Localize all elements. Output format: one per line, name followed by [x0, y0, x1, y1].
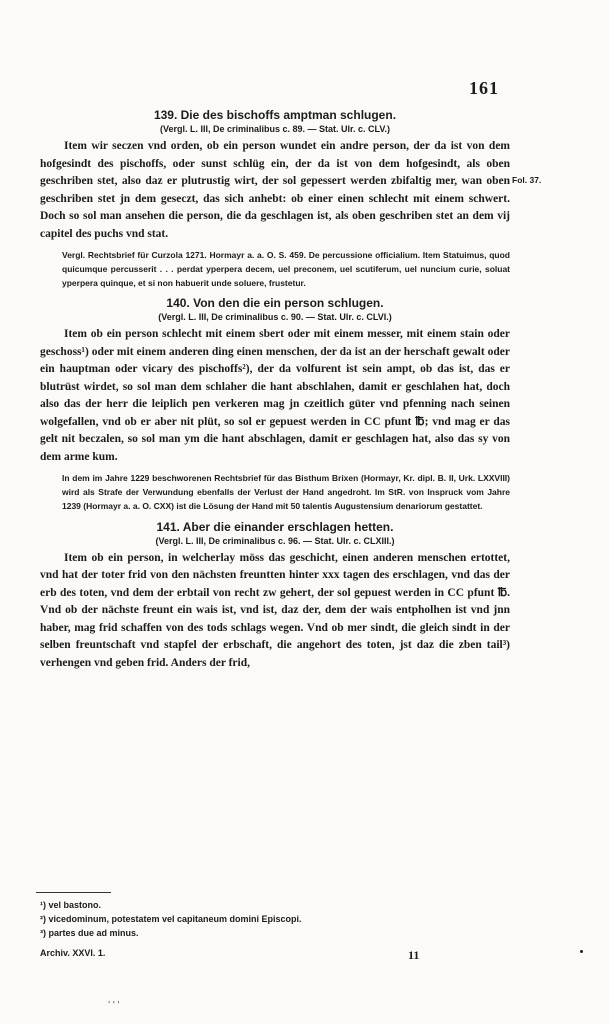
section-title: 140. Von den die ein person schlugen. — [166, 296, 384, 311]
section-note: In dem im Jahre 1229 beschworenen Rechtsbrief für das Bisthum Brixen (Hormayr, Kr. dipl. B. II, Urk. LXXVIII) wird als Strafe der Verwundung ebenfalls der Verlust der Hand angedroht. Im StR. von Inspruck vom Jahre 1239 (Hormayr a. a. O. CXX) ist die Lösung der Hand mit 50 talentis Augustensium denariorum gestattet. — [62, 473, 510, 511]
gathering-signature: 11 — [408, 948, 420, 962]
section-body: Item ob ein person, in welcherlay möss das geschicht, einen anderen menschen ertottet, vnd hat der toter frid von den nächsten freuntten hinter xxx tagen des erschlagen, vnd das der erb des toten, vnd dem der erbtail von recht zw gehert, der sol gepuest werden in CC pfunt ℔. Vnd ob der nächste freunt ein wais ist, vnd ist, daz der, dem der wais entpholhen ist vnd jnn haber, mag frid schaffen von des tods schlags wegen. Vnd ob mer sindt, die gleich sindt in der selben freuntschaft vnd stapfel der erbschaft, die angehort des toten, jst daz die zben tail³) verhengen vnd geben frid. Anders der frid, — [40, 551, 510, 669]
section-140 — [40, 296, 510, 513]
section-reference: (Vergl. L. III, De criminalibus c. 90. — Stat. Ulr. c. CLVI.) — [158, 312, 392, 323]
margin-folio-reference: Fol. 37. — [512, 175, 542, 185]
archive-signature: Archiv. XXVI. 1. — [40, 948, 106, 958]
section-141 — [40, 520, 510, 673]
footnote-1: ¹) vel bastono. — [40, 900, 102, 910]
margin-dot — [580, 950, 583, 953]
page-number: 161 — [469, 78, 499, 98]
section-reference: (Vergl. L. III, De criminalibus c. 96. — Stat. Ulr. c. CLXIII.) — [155, 535, 395, 546]
footnote-3: ³) partes due ad minus. — [40, 928, 139, 938]
section-body: Item ob ein person schlecht mit einem sbert oder mit einem messer, mit einem stain oder geschoss¹) oder mit einem anderen ding einen menschen, der da ist an der herschaft gewalt oder ein hauptman oder vicary des pischoffs²), der da volfurent ist sein ampt, ob das ist, das er blutrüst wirdet, so sol man dem schlaher die hant abschlahen, damit er geschlahen hat, doch also das der herr die leiplich pen verkeren mag jn czeitlich güter vnd pfenning nach seinen wolgefallen, vnd ob er aber nit plüt, so sol er gepuest werden in CC pfunt ℔; vnd mag er das gelt nit beczalen, so sol man ym die hant abschlagen, damit er geschlagen hat, also das sy von dem arme kum. — [40, 328, 510, 463]
footnote-2: ²) vicedominum, potestatem vel capitaneum domini Episcopi. — [40, 914, 302, 924]
section-title: 141. Aber die einander erschlagen hetten. — [156, 519, 394, 534]
section-body: Item wir seczen vnd orden, ob ein person wundet ein andre person, der da ist von dem hofgesindt des pischoffs, oder sunst schlüg ein, der da ist von dem hofgesindt, als oben geschriben stet, also daz er plutrustig wirt, der sol gepessert werden zbifaltig mer, wan oben geschriben stet jn dem geseczt, das sich anhebt: ob einer einen schlecht mit einem schwert. Doch so sol man ansehen die person, die da geschlagen ist, als oben geschriben stet an dem vij capitel des puchs vnd stat. — [40, 140, 510, 240]
section-title: 139. Die des bischoffs amptman schlugen. — [153, 108, 397, 122]
page-content — [40, 108, 510, 672]
section-reference: (Vergl. L. III, De criminalibus c. 89. — Stat. Ulr. c. CLV.) — [159, 124, 391, 134]
print-specks: ' ' ' — [108, 1000, 120, 1009]
section-note: Vergl. Rechtsbrief für Curzola 1271. Hormayr a. a. O. S. 459. De percussione officialium. Item Statuimus, quod quicumque percusserit . . . perdat yperpera decem, uel preconem, uel scutiferum, uel nuncium curie, soluat yperpera quinque, et si non habuerit unde soluere, frustetur. — [62, 250, 510, 288]
footnote-rule — [36, 892, 111, 893]
footnotes — [40, 898, 510, 940]
section-139 — [40, 108, 510, 290]
